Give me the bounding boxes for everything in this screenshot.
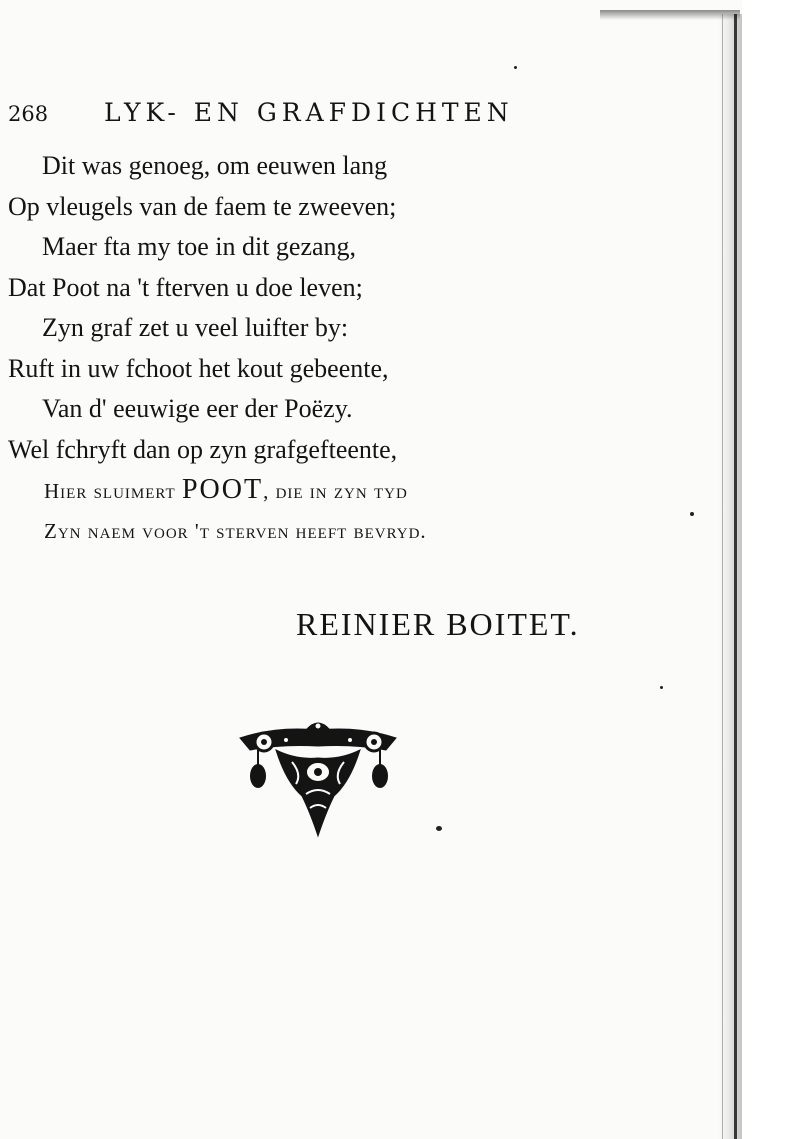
poem-line: Dat Poot na 't fterven u doe leven; (8, 272, 363, 302)
ink-speck (436, 826, 442, 831)
ink-speck (514, 66, 517, 69)
poem-line: Van d' eeuwige eer der Poëzy. (42, 394, 353, 423)
epitaph-name: POOT (181, 474, 264, 505)
ink-speck (660, 686, 663, 689)
poem-line: Op vleugels van de faem te zweeven; (8, 191, 397, 221)
poem-line: Wel fchryft dan op zyn grafgefteente, (8, 434, 398, 464)
epitaph-end: , die in zyn tyd (263, 479, 408, 503)
epitaph-start: Hier sluimert (44, 479, 176, 503)
poem-line: Dit was genoeg, om eeuwen lang (42, 151, 388, 180)
floral-tailpiece-icon (236, 716, 400, 840)
epitaph-line-1 (8, 470, 708, 511)
gutter-line (734, 14, 737, 1139)
author-signature: REINIER BOITET. (296, 606, 580, 642)
epitaph-line-2: Zyn naem voor 't sterven heeft bevryd. (44, 518, 427, 543)
running-head-title: LYK- EN GRAFDICHTEN (104, 98, 514, 127)
poem-line: Maer fta my toe in dit gezang, (42, 232, 357, 261)
ink-speck (690, 512, 694, 516)
scan-margin (742, 0, 800, 1139)
poem-line: Ruft in uw fchoot het kout gebeente, (8, 353, 389, 383)
page-number: 268 (8, 102, 49, 126)
poem (8, 146, 708, 551)
gutter-line-inner (722, 14, 723, 1139)
poem-line: Zyn graf zet u veel luifter by: (42, 313, 349, 342)
running-head (8, 98, 568, 134)
